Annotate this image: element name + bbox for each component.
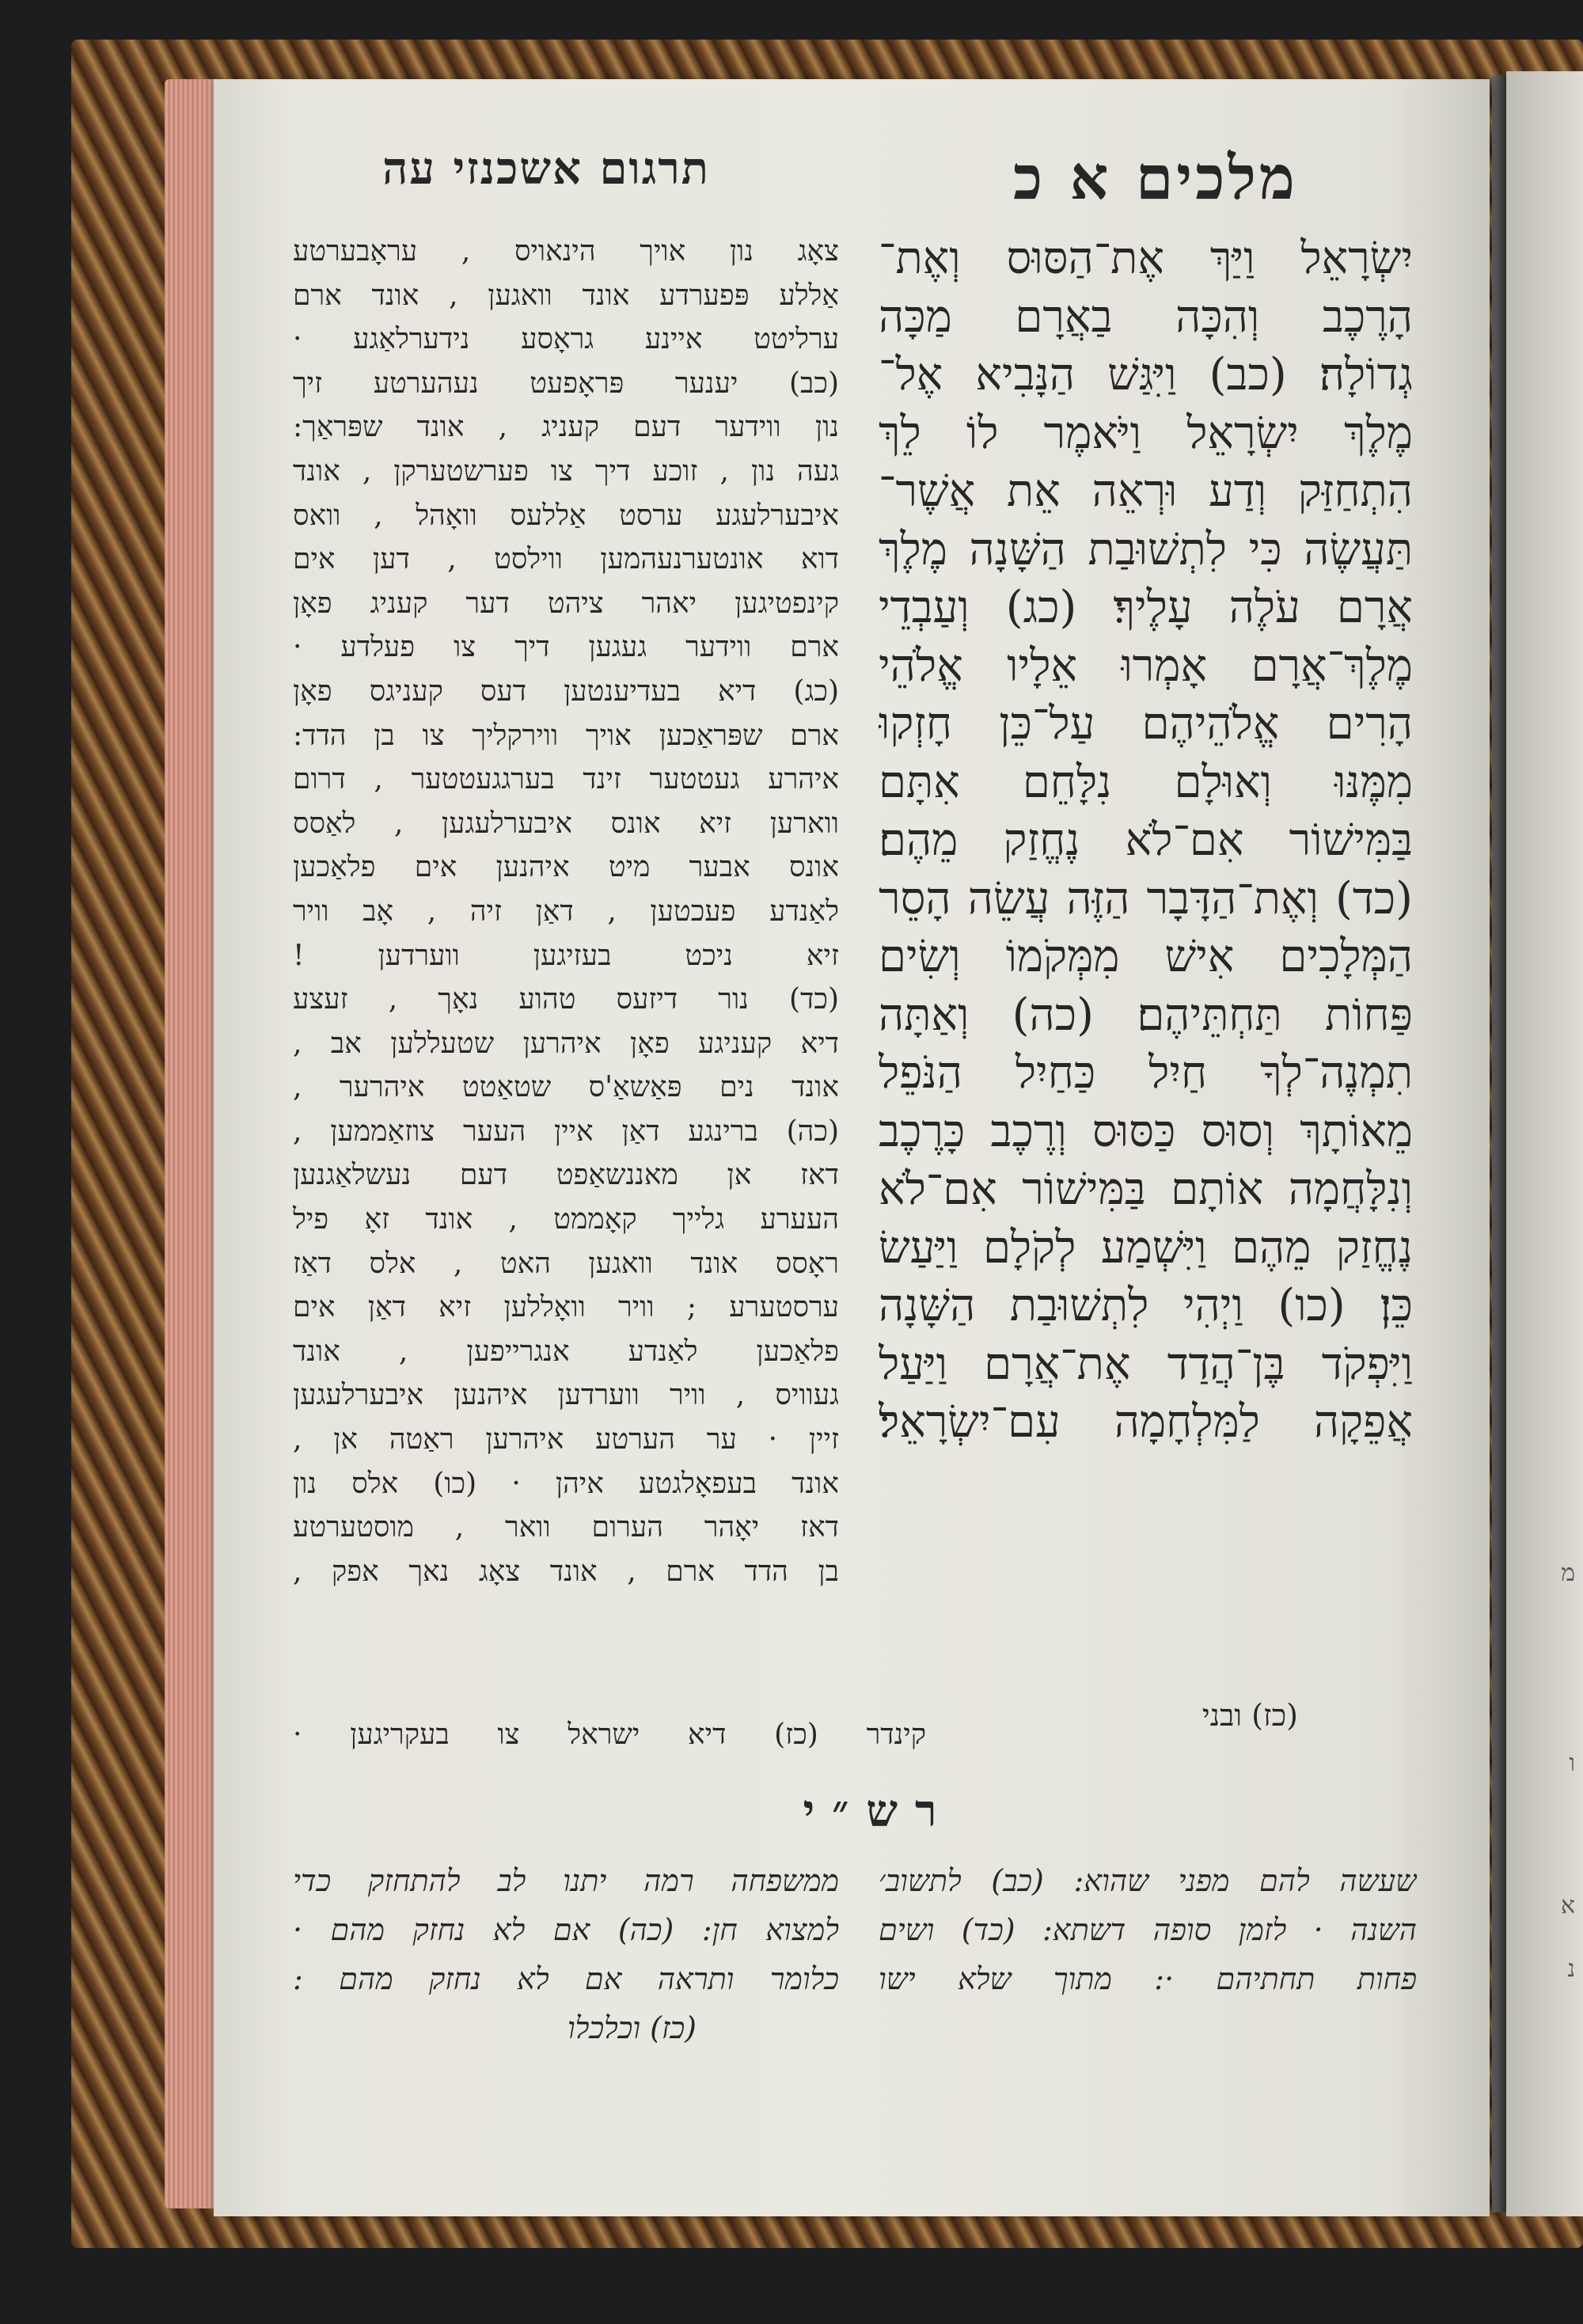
next-page-fragment: נ bbox=[1567, 1955, 1575, 1983]
bible-text-line: הָרִים אֱלֹהֵיהֶם עַל־כֵּן חָזְקוּ bbox=[879, 698, 1413, 750]
rashi-commentary-right bbox=[879, 1856, 1417, 2003]
translation-text-column bbox=[293, 230, 839, 1593]
rashi-text-line: למצוא חן: (כה) אם לא נחזק מהם · bbox=[293, 1912, 839, 1947]
translation-text-line: אונד נים פּאַשאַ'ס שטאַטט איהרער , bbox=[293, 1071, 839, 1104]
translation-text-line: לאַנדע פעכטען , דאַן זיה , אָב וויר bbox=[293, 894, 839, 928]
translation-text-line: אַללע פּפערדע אונד וואגען , אונד ארם bbox=[293, 279, 839, 312]
translation-text-line: געוויס , וויר ווערדען איהנען איבערלעגען bbox=[293, 1379, 839, 1412]
translation-text-line: (כה) ברינגע דאַן איין העער צוזאַממען , bbox=[293, 1115, 839, 1148]
bible-text-line: (כד) וְאֶת־הַדָּבָר הַזֶּה עֲשֵׂה הָסֵר bbox=[879, 872, 1413, 925]
rashi-text-line: השנה · לזמן סופה דשתא: (כד) ושים bbox=[879, 1912, 1417, 1947]
translation-text-line: ערסטערע ; וויר וואָללען זיא דאַן אים bbox=[293, 1291, 839, 1324]
translation-text-line: ראָסס אונד וואגען האט , אלס דאַז bbox=[293, 1247, 839, 1280]
translation-text-line: אונס אבער מיט איהנען אים פלאַכען bbox=[293, 851, 839, 884]
translation-text-line: (כב) יענער פּראָפעט נעהערטע זיך bbox=[293, 366, 839, 400]
bible-text-line: מֵאוֹתָךְ וְסוּס כַּסּוּס וְרֶכֶב כָּרֶכֶב bbox=[879, 1105, 1413, 1157]
translation-text-line: געה נון , זוכע דיך צו פערשטערקן , אונד bbox=[293, 454, 839, 488]
translation-text-line: דאז אן מאננשאַפט דעם נעשלאַגנען bbox=[293, 1159, 839, 1192]
translation-text-line: איבערלעגע ערסט אַללעס וואָהל , וואס bbox=[293, 499, 839, 532]
bible-text-line: מֶלֶךְ יִשְׂרָאֵל וַיֹּאמֶר לוֹ לֵךְ bbox=[879, 407, 1413, 459]
bible-text-line: וַיִּפְקֹד בֶּן־הֲדַד אֶת־אֲרָם וַיַּעַל bbox=[879, 1338, 1413, 1390]
rashi-text-line: שעשה להם מפני שהוא: (כב) לתשוב׳ bbox=[879, 1863, 1417, 1898]
translation-text-line: (כד) נור דיזעס טהוע נאָך , זעצע bbox=[293, 983, 839, 1016]
translation-text-line: העערע גלייך קאָממט , אונד זאָ פיל bbox=[293, 1203, 839, 1236]
translation-text-line: דיא קעניגע פאָן איהרען שטעללען אב , bbox=[293, 1027, 839, 1060]
translation-text-line: פלאַכען לאַנדע אנגרייפען , אונד bbox=[293, 1335, 839, 1368]
page-title-translation: תרגום אשכנזי עה bbox=[382, 142, 710, 195]
rashi-text-line: (כז) וכלכלו bbox=[567, 2011, 697, 2045]
translation-text-line: דאז יאָהר הערום וואר , מוסטערטע bbox=[293, 1511, 839, 1544]
translation-text-line: איהרע געטטער זינד בערגגעטטער , דרום bbox=[293, 763, 839, 796]
rashi-text-line: ממשפחה רמה יתנו לב להתחזק כדי bbox=[293, 1863, 839, 1898]
rashi-text-line: כלומר ותראה אם לא נחזק מהם : bbox=[293, 1961, 839, 1996]
bible-text-line: תַּעֲשֶׂה כִּי לִתְשׁוּבַת הַשָּׁנָה מֶלֶךְ bbox=[879, 523, 1413, 575]
translation-text-line: ערליטט איינע גראָסע נידערלאַגע · bbox=[293, 323, 839, 356]
translation-text-line: זיין · ער הערטע איהרען ראַטה אן , bbox=[293, 1423, 839, 1456]
book-gutter bbox=[1492, 75, 1506, 2212]
page-title-book: מלכים א כ bbox=[1013, 142, 1298, 213]
translation-text-line: (כג) דיא בעדיענטען דעס קעניגס פאָן bbox=[293, 674, 839, 708]
next-page-edge bbox=[1506, 71, 1583, 2216]
bible-text-line: הַמְּלָכִים אִישׁ מִמְּקֹמוֹ וְשִׂים bbox=[879, 931, 1413, 982]
bible-text-line: פַּחוֹת תַּחְתֵּיהֶם׃ (כה) וְאַתָּה bbox=[879, 989, 1413, 1041]
translation-text-line: קינפטיגען יאהר ציהט דער קעניג פאָן bbox=[293, 587, 839, 620]
bible-text-line: נֶחֱזַק מֵהֶם וַיִּשְׁמַע לְקֹלָם וַיַּעַשׂ bbox=[879, 1221, 1413, 1274]
translation-text-line: ווארען זיא אונס איבערלעגען , לאַסס bbox=[293, 807, 839, 840]
bible-text-line: וְנִלָּחֲמָה אוֹתָם בַּמִּישׁוֹר אִם־לֹא bbox=[879, 1164, 1413, 1215]
translation-text-line: בן הדד ארם , אונד צאָג נאך אפק , bbox=[293, 1555, 839, 1588]
bible-text-continuation: (כז) ובני bbox=[1201, 1698, 1298, 1733]
bible-text-line: בַּמִּישׁוֹר אִם־לֹא נֶחֱזַק מֵהֶם׃ bbox=[879, 815, 1413, 866]
translation-text-line: צאָג נון אויך הינאויס , עראָבערטע bbox=[293, 235, 839, 268]
translation-text-line: ארם שפּראַכען אויך ווירקליך צו בן הדד: bbox=[293, 719, 839, 752]
bible-text-line: אֲרָם עֹלֶה עָלֶיךָ׃ (כג) וְעַבְדֵי bbox=[879, 582, 1413, 633]
translation-text-line: אונד בעפאָלגטע איהן · (כו) אלס נון bbox=[293, 1467, 839, 1500]
bible-text-line: יִשְׂרָאֵל וַיַּךְ אֶת־הַסּוּס וְאֶת־ bbox=[879, 233, 1413, 284]
next-page-fragment: א bbox=[1560, 1892, 1575, 1920]
rashi-heading: רש״י bbox=[803, 1785, 955, 1837]
bible-text-line: מֶלֶךְ־אֲרָם אָמְרוּ אֵלָיו אֱלֹהֵי bbox=[879, 640, 1413, 692]
rashi-commentary-left bbox=[293, 1856, 839, 2052]
translation-text-line: ארם ווידער געגען דיך צו פעלדע · bbox=[293, 631, 839, 664]
translation-text-continuation: קינדר (כז) דיא ישראל צו בעקריגען · bbox=[293, 1718, 926, 1751]
rashi-text-line: פחות תחתיהם ·: מתוך שלא ישו bbox=[879, 1961, 1417, 1996]
translation-text-line: נון ווידער דעם קעניג , אונד שפּראַך: bbox=[293, 411, 839, 444]
next-page-fragment: ו bbox=[1569, 1749, 1575, 1777]
bible-text-line: אֲפֵקָה לַמִּלְחָמָה עִם־יִשְׂרָאֵל׃ bbox=[879, 1396, 1413, 1448]
translation-text-line: זיא ניכט בעזיגען ווערדען ! bbox=[293, 939, 839, 972]
bible-text-line: מִמֶּנּוּ וְאוּלָם נִלָּחֵם אִתָּם bbox=[879, 756, 1413, 808]
bible-text-line: הִתְחַזַּק וְדַע וּרְאֵה אֵת אֲשֶׁר־ bbox=[879, 465, 1413, 517]
translation-text-line: דוא אונטערנעהמען ווילסט , דען אים bbox=[293, 543, 839, 576]
bible-text-line: כֵּן׃ (כו) וַיְהִי לִתְשׁוּבַת הַשָּׁנָה bbox=[879, 1280, 1413, 1331]
bible-text-column bbox=[879, 230, 1413, 1452]
bible-text-line: גְדוֹלָה׃ (כב) וַיִּגַּשׁ הַנָּבִיא אֶל־ bbox=[879, 349, 1413, 401]
next-page-fragment: מ bbox=[1561, 1559, 1575, 1587]
bible-text-line: הָרֶכֶב וְהִכָּה בַאֲרָם מַכָּה bbox=[879, 290, 1413, 343]
bible-text-line: תִמְנֶה־לְךָ חַיִל כַּחַיִל הַנֹּפֵל bbox=[879, 1047, 1413, 1099]
